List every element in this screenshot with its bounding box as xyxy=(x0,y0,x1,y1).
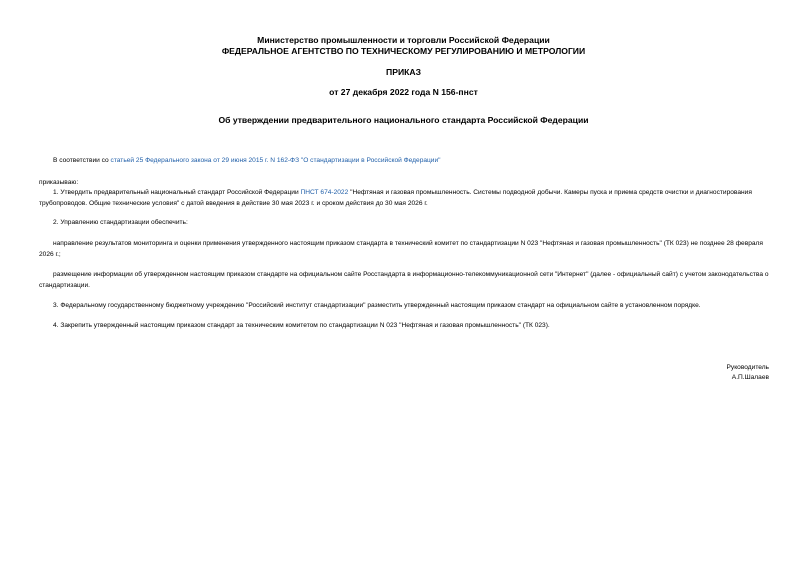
signature-position: Руководитель xyxy=(726,364,769,371)
document-type: ПРИКАЗ xyxy=(386,67,421,77)
item-3-paragraph: 3. Федеральному государственному бюджетному учреждению "Российский институт стандартизации" разместить утвержденный настоящим приказом стандарт на официальном сайте в установленном порядке. xyxy=(53,302,701,309)
ministry-name: Министерство промышленности и торговли Российской Федерации xyxy=(257,35,550,45)
signature-name: А.П.Шалаев xyxy=(731,374,769,381)
agency-name: ФЕДЕРАЛЬНОЕ АГЕНТСТВО ПО ТЕХНИЧЕСКОМУ РЕГУЛИРОВАНИЮ И МЕТРОЛОГИИ xyxy=(221,46,586,56)
document-title: Об утверждении предварительного национального стандарта Российской Федерации xyxy=(218,115,589,125)
item-4-paragraph: 4. Закрепить утвержденный настоящим приказом стандарт за техническим комитетом по стандартизации N 023 "Нефтяная и газовая промышленность" (ТК 023). xyxy=(53,322,550,329)
item-1-after: "Нефтяная и газовая промышленность. Системы подводной добычи. Камеры пуска и приема средств очистки и диагностирования трубопроводов. Общие технические условия" с датой введения в действие 30 мая 2023 г. и сроком действия до 30 мая 2026 г. xyxy=(39,189,752,207)
federal-law-link[interactable]: статьей 25 Федерального закона от 29 июня 2015 г. N 162-ФЗ "О стандартизации в Российской Федерации" xyxy=(110,157,441,164)
preamble-paragraph xyxy=(39,156,774,167)
order-word: приказываю: xyxy=(39,179,79,186)
item-2-paragraph: 2. Управлению стандартизации обеспечить: xyxy=(53,219,188,226)
standard-link[interactable]: ПНСТ 674-2022 xyxy=(300,189,349,196)
item-2b-paragraph: размещение информации об утвержденном настоящим приказом стандарте на официальном сайте Росстандарта в информационно-телекоммуникационной сети "Интернет" (далее - официальный сайт) с учетом законодательства о стандартизации. xyxy=(39,271,769,289)
item-1-before: 1. Утвердить предварительный национальный стандарт Российской Федерации xyxy=(53,189,301,196)
item-2a-paragraph: направление результатов мониторинга и оценки применения утвержденного настоящим приказом стандарта в технический комитет по стандартизации N 023 "Нефтяная и газовая промышленность" (ТК 023) не позднее 28 февраля 2026 г.; xyxy=(39,240,763,258)
document-date-number: от 27 декабря 2022 года N 156-пнст xyxy=(329,87,478,97)
preamble-prefix: В соответствии со xyxy=(53,157,111,164)
item-1-paragraph xyxy=(39,188,774,209)
